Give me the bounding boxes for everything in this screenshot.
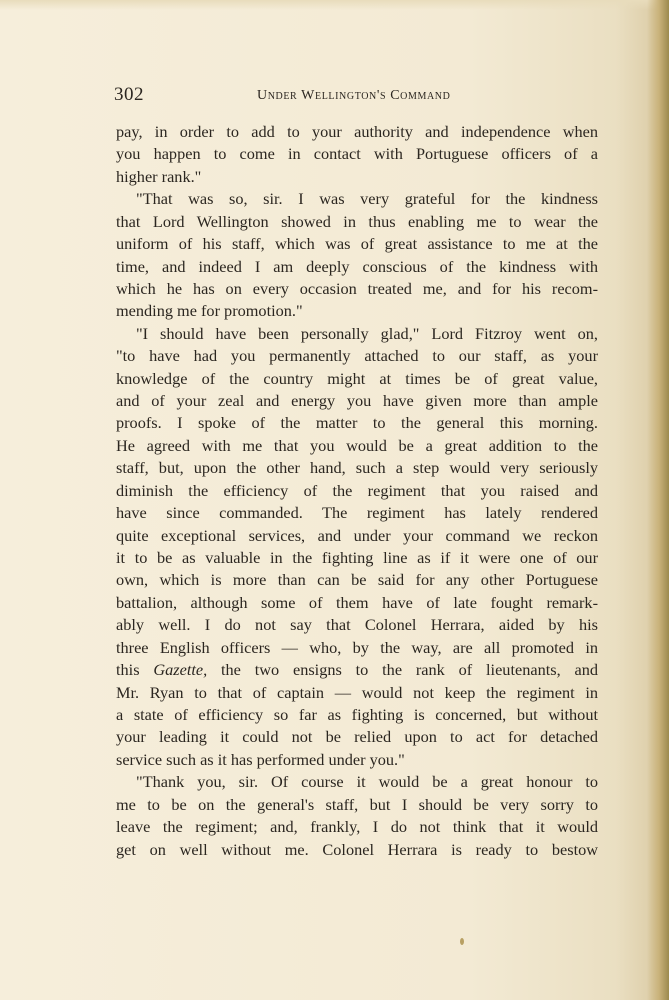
text-line: diminish the efficiency of the regiment that you raised and <box>116 480 598 500</box>
text-line: that Lord Wellington showed in thus enabling me to wear the <box>116 211 598 231</box>
text-line: a state of efficiency so far as fighting is concerned, but without <box>116 704 598 724</box>
body-text <box>116 121 598 861</box>
text-line: you happen to come in contact with Portuguese officers of a <box>116 144 598 164</box>
text-fragment: the two ensigns to the rank of lieutenants, and <box>207 660 598 680</box>
gazette-title: Gazette, <box>153 660 208 680</box>
text-line: which he has on every occasion treated me, and for his recom- <box>116 278 598 298</box>
text-line: three English officers — who, by the way, are all promoted in <box>116 637 598 657</box>
text-line: pay, in order to add to your authority and independence when <box>116 122 598 141</box>
paper-spot <box>460 938 464 945</box>
text-line: get on well without me. Colonel Herrara is ready to bestow <box>116 839 598 859</box>
text-line: me to be on the general's staff, but I should be very sorry to <box>116 794 598 814</box>
text-line: proofs. I spoke of the matter to the general this morning. <box>116 413 598 433</box>
text-line: time, and indeed I am deeply conscious of the kindness with <box>116 256 598 276</box>
page-gutter-shadow <box>647 0 669 1000</box>
page-header <box>112 84 602 110</box>
text-line: and of your zeal and energy you have given more than ample <box>116 391 598 411</box>
text-line: higher rank." <box>116 166 202 186</box>
page-top-edge <box>0 0 669 10</box>
text-line: leave the regiment; and, frankly, I do not think that it would <box>116 817 598 837</box>
text-line: it to be as valuable in the fighting line as if it were one of our <box>116 548 598 568</box>
text-line: ably well. I do not say that Colonel Herrara, aided by his <box>116 615 598 635</box>
text-line: uniform of his staff, which was of great assistance to me at the <box>116 234 598 254</box>
text-line: Mr. Ryan to that of captain — would not keep the regiment in <box>116 682 598 702</box>
text-line: "Thank you, sir. Of course it would be a great honour to <box>136 772 598 792</box>
text-line: have since commanded. The regiment has lately rendered <box>116 503 598 523</box>
text-line: "to have had you permanently attached to our staff, as your <box>116 346 598 366</box>
text-line: He agreed with me that you would be a great addition to the <box>116 435 598 455</box>
running-head: Under Wellington's Command <box>257 88 451 103</box>
text-line: your leading it could not be relied upon to act for detached <box>116 727 598 747</box>
text-fragment: this <box>116 660 154 680</box>
text-line: service such as it has performed under you." <box>116 749 405 769</box>
text-line: mending me for promotion." <box>116 301 303 321</box>
text-line: knowledge of the country might at times be of great value, <box>116 368 598 388</box>
page-number: 302 <box>114 84 144 105</box>
text-line: quite exceptional services, and under your command we reckon <box>116 525 598 545</box>
text-line <box>116 659 598 681</box>
text-line: battalion, although some of them have of late fought remark- <box>116 592 598 612</box>
text-line: "I should have been personally glad," Lord Fitzroy went on, <box>136 323 598 343</box>
text-line: own, which is more than can be said for any other Portuguese <box>116 570 598 590</box>
text-line: staff, but, upon the other hand, such a step would very seriously <box>116 458 598 478</box>
text-line: "That was so, sir. I was very grateful for the kindness <box>136 189 598 209</box>
